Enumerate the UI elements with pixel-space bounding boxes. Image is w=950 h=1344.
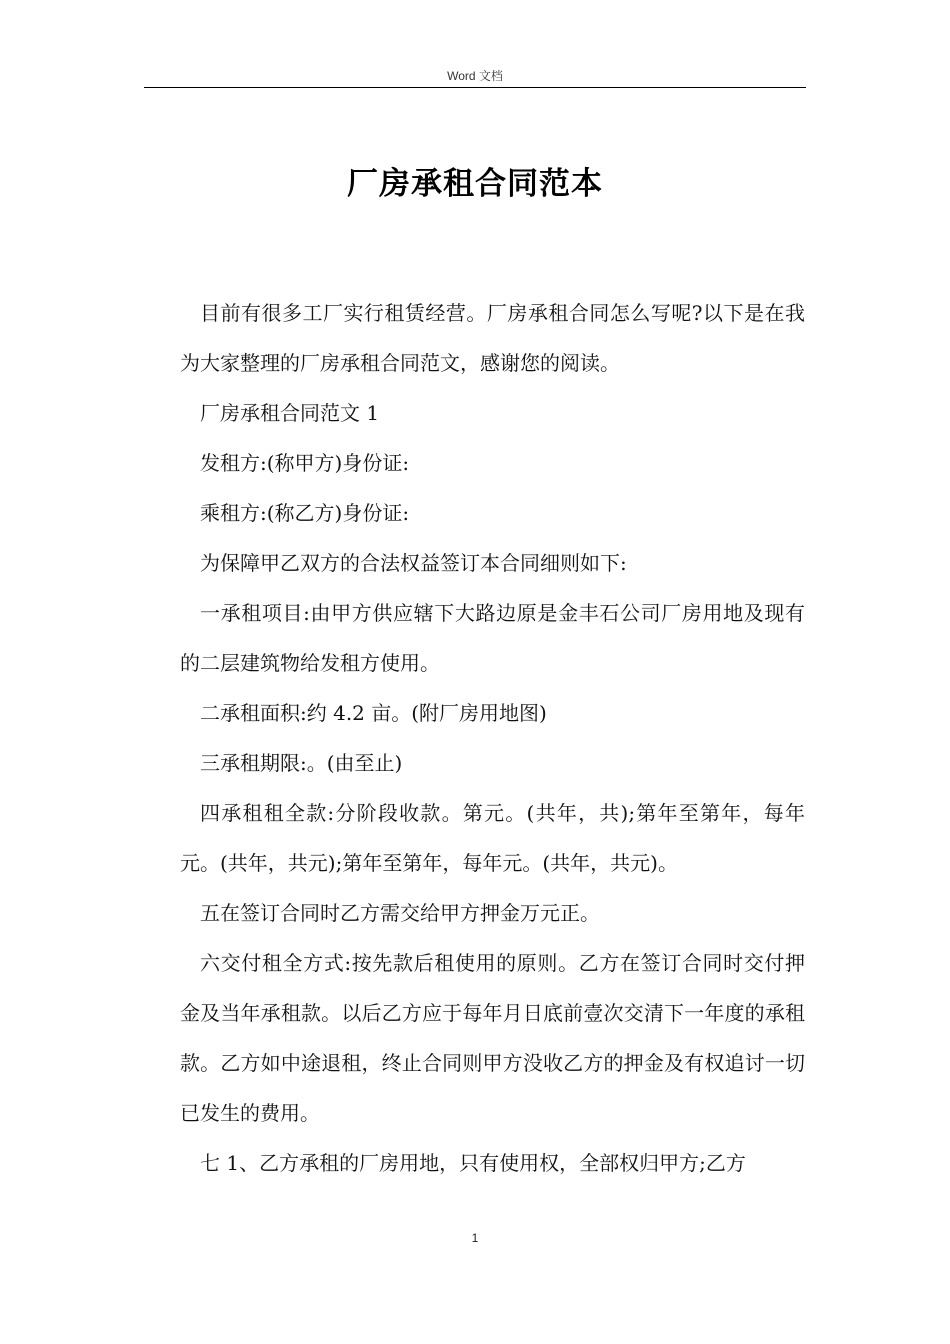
page-header-label: Word 文档 [447,69,503,83]
paragraph: 为保障甲乙双方的合法权益签订本合同细则如下: [200,551,627,575]
paragraph: 六交付租全方式:按先款后租使用的原则。乙方在签订合同时交付押金及当年承租款。以后乙方应于每年月日底前壹次交清下一年度的承租款。乙方如中途退租，终止合同则甲方没收乙方的押金及有权追讨一切已发生的费用。 [180,951,805,1125]
page-number: 1 [471,1231,479,1245]
paragraph: 四承租租全款:分阶段收款。第元。(共年，共);第年至第年，每年元。(共年，共元);第年至第年，每年元。(共年，共元)。 [180,801,805,875]
document-body [180,288,805,1188]
header-divider [144,87,806,88]
paragraph: 三承租期限:。(由至止) [200,751,403,775]
paragraph: 五在签订合同时乙方需交给甲方押金万元正。 [200,901,600,925]
paragraph: 发租方:(称甲方)身份证: [200,451,410,475]
paragraph: 一承租项目:由甲方供应辖下大路边原是金丰石公司厂房用地及现有的二层建筑物给发租方使用。 [180,601,805,675]
paragraph: 乘租方:(称乙方)身份证: [200,501,410,525]
paragraph: 七 1、乙方承租的厂房用地，只有使用权，全部权归甲方;乙方 [200,1151,746,1175]
paragraph: 二承租面积:约 4.2 亩。(附厂房用地图) [200,701,547,725]
paragraph: 厂房承租合同范文 1 [200,401,380,425]
document-title: 厂房承租合同范本 [347,166,603,202]
paragraph: 目前有很多工厂实行租赁经营。厂房承租合同怎么写呢?以下是在我为大家整理的厂房承租合同范文，感谢您的阅读。 [180,301,805,375]
